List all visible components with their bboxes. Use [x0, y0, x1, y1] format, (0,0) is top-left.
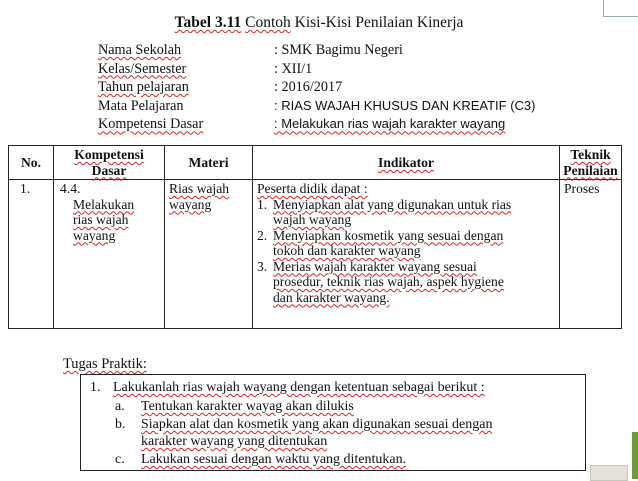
table-title — [0, 14, 638, 32]
table-border-top — [8, 145, 622, 146]
header-no: No. — [20, 155, 41, 170]
indikator-line: tokoh dan karakter wayang — [273, 243, 421, 258]
tugas-sub-text: Siapkan alat dan kosmetik yang akan digunakan sesuai dengan — [141, 417, 493, 432]
materi-line: Rias wajah — [169, 181, 230, 196]
indikator-line: Menyiapkan alat yang digunakan untuk rias — [273, 196, 512, 212]
info-key: Kompetensi Dasar — [98, 116, 204, 133]
table-col-rule — [621, 145, 622, 329]
info-row — [98, 41, 578, 60]
materi-line: wayang — [169, 196, 212, 212]
indikator-num: 2. — [257, 227, 268, 243]
header-teknik-line: Teknik — [570, 147, 611, 162]
header-indikator: Indikator — [378, 155, 434, 170]
info-row — [98, 60, 578, 79]
tugas-praktik-box — [80, 374, 586, 471]
info-row — [98, 115, 578, 134]
indikator-num: 3. — [257, 258, 268, 274]
info-key: Kelas/Semester — [98, 60, 187, 77]
table-col-rule — [8, 145, 9, 329]
tugas-item-text: Lakukanlah rias wajah wayang dengan ketentuan sebagai berikut : — [113, 380, 485, 395]
cell-materi — [169, 181, 251, 212]
indikator-line: Menyiapkan kosmetik yang sesuai dengan — [273, 227, 504, 243]
indikator-num: 1. — [257, 196, 268, 212]
info-key: Mata Pelajaran — [98, 97, 184, 114]
header-materi: Materi — [188, 155, 229, 170]
header-kompetensi — [54, 147, 164, 178]
side-accent-bar — [632, 432, 638, 479]
header-teknik-line: Penilaian — [563, 162, 618, 178]
cell-no: 1. — [20, 181, 31, 196]
header-kompetensi-line: Dasar — [91, 162, 127, 178]
table-header-rule — [8, 179, 622, 180]
info-value: : XII/1 — [274, 60, 313, 77]
tugas-sub-text: Tentukan karakter wayag akan dilukis — [141, 399, 354, 414]
cell-teknik: Proses — [564, 181, 600, 196]
kd-text — [60, 197, 160, 244]
cell-indikator — [257, 181, 557, 305]
kd-line: wayang — [73, 227, 116, 243]
kd-code: 4.4. — [60, 181, 81, 196]
info-row — [98, 78, 578, 97]
cell-kompetensi — [60, 181, 160, 243]
indikator-line: wajah wayang — [273, 212, 352, 227]
tugas-praktik-label: Tugas Praktik: — [63, 356, 147, 372]
indikator-line: prosedur, teknik rias wajah, aspek hygiene — [273, 274, 504, 289]
table-col-rule — [164, 145, 165, 329]
table-border-bottom — [8, 328, 622, 329]
info-value: : SMK Bagimu Negeri — [274, 42, 403, 58]
table-number: Tabel 3.11 — [174, 14, 242, 31]
info-key: Tahun pelajaran — [98, 79, 189, 96]
kd-line: rias wajah — [73, 212, 129, 227]
info-value: : 2016/2017 — [274, 79, 343, 96]
info-value: : RIAS WAJAH KHUSUS DAN KREATIF (C3) — [274, 97, 536, 113]
title-rest: Kisi-Kisi Penilaian Kinerja — [290, 14, 464, 31]
header-teknik — [560, 147, 621, 178]
tugas-sub-text: Lakukan sesuai dengan waktu yang ditentukan. — [141, 452, 407, 467]
tugas-sub-text: karakter wayang yang ditentukan — [141, 434, 328, 449]
tugas-sub-letter: a. — [115, 399, 125, 414]
info-key: Nama Sekolah — [98, 42, 182, 58]
indikator-item — [257, 259, 557, 306]
kisi-kisi-table — [8, 145, 622, 329]
info-block — [98, 41, 578, 134]
table-col-rule — [252, 145, 253, 329]
title-word: Contoh — [245, 14, 291, 31]
tugas-sub-letter: b. — [115, 417, 126, 432]
header-kompetensi-line: Kompetensi — [74, 147, 144, 162]
info-value: : Melakukan rias wajah karakter wayang — [274, 116, 506, 132]
info-row — [98, 97, 578, 116]
indikator-item — [257, 197, 557, 228]
indikator-line: Merias wajah karakter wayang sesuai — [273, 258, 477, 274]
indikator-intro: Peserta didik dapat : — [257, 181, 368, 196]
kd-line: Melakukan — [73, 196, 135, 212]
tugas-item-num: 1. — [90, 380, 101, 395]
indikator-item — [257, 228, 557, 259]
indikator-line: dan karakter wayang. — [273, 289, 390, 305]
tugas-sub-letter: c. — [115, 452, 125, 467]
